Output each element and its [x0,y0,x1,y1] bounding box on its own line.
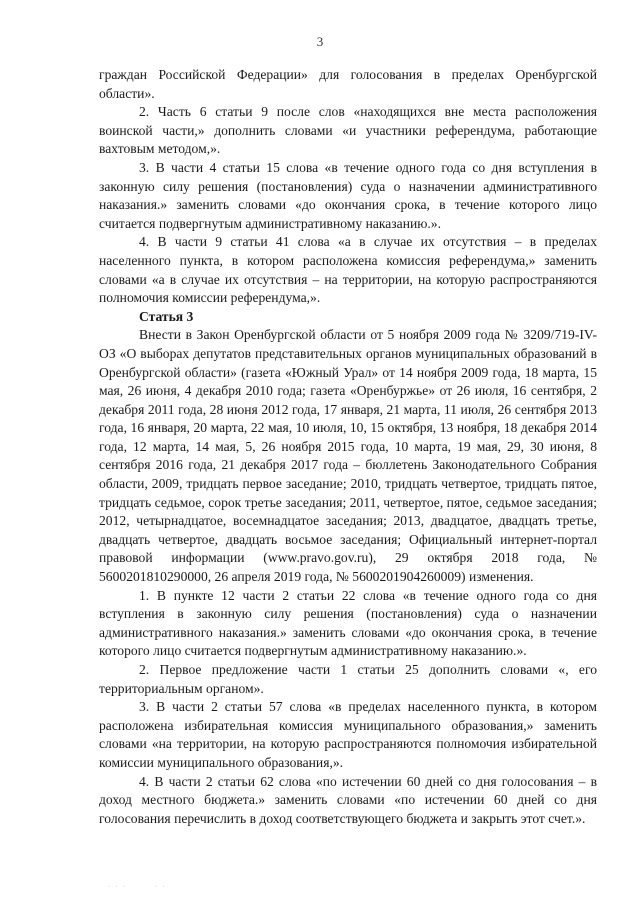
amendments-continued [99,66,597,308]
scan-artifact: · · · · · [108,884,167,890]
paragraph: 2. Первое предложение части 1 статьи 25 дополнить словами «, его территориальным органом». [99,662,597,696]
paragraph: 3. В части 4 статьи 15 слова «в течение одного года со дня вступления в законную силу решения (постановления) суда о назначении административного наказания.» заменить словами «до окончания срока, в течение которого лицо считается подвергнутым административному наказанию.». [99,159,597,231]
paragraph: 4. В части 9 статьи 41 слова «а в случае их отсутствия – в пределах населенного пункта, в котором расположена комиссия референдума,» заменить словами «а в случае их отсутствия – на территории, на которую распространяются полномочия комиссии референдума,». [99,234,597,306]
article-heading: Статья 3 [139,308,194,324]
article-3-body [99,326,597,828]
paragraph: граждан Российской Федерации» для голосования в пределах Оренбургской области». [99,67,597,101]
page-number: 3 [316,34,324,49]
paragraph: 4. В части 2 статьи 62 слова «по истечении 60 дней со дня голосования – в доход местного бюджета.» заменить словами «по истечении 60 дней со дня голосования перечислить в доход соответствующего бюджета и закрыть этот счет.». [99,773,597,826]
paragraph: 1. В пункте 12 части 2 статьи 22 слова «в течение одного года со дня вступления в законную силу решения (постановления) суда о назначении административного наказания.» заменить словами «до окончания срока, в течение которого лицо считается подвергнутым административному наказанию.». [99,587,597,659]
paragraph: 2. Часть 6 статьи 9 после слов «находящихся вне места расположения воинской части,» дополнить словами «и участники референдума, работающие вахтовым методом,». [99,104,597,157]
document-body [99,66,597,828]
paragraph: Внести в Закон Оренбургской области от 5 ноября 2009 года № 3209/719-IV-ОЗ «О выборах депутатов представительных органов муниципальных образований в Оренбургской области» (газета «Южный Урал» от 14 ноября 2009 года, 18 марта, 15 мая, 26 июня, 4 декабря 2010 года; газета «Оренбуржье» от 26 июля, 16 сентября, 2 декабря 2011 года, 28 июня 2012 года, 17 января, 21 марта, 11 июля, 26 сентября 2013 года, 16 января, 20 марта, 22 мая, 10 июля, 10, 15 октября, 13 ноября, 18 декабря 2014 года, 12 марта, 14 мая, 5, 26 ноября 2015 года, 10 марта, 19 мая, 29, 30 июня, 8 сентября 2016 года, 21 декабря 2017 года – бюллетень Законодательного Собрания области, 2009, тридцать первое заседание; 2010, тридцать четвертое, тридцать пятое, тридцать седьмое, сорок третье заседания; 2011, четвертое, пятое, седьмое заседания; 2012, четырнадцатое, восемнадцатое заседания; 2013, двадцатое, двадцать третье, двадцать четвертое, двадцать восьмое заседания; Официальный интернет-портал правовой информации (www.pravo.gov.ru), 29 октября 2018 года, № 5600201810290000, 26 апреля 2019 года, № 5600201904260009) изменения. [99,327,597,585]
paragraph: 3. В части 2 статьи 57 слова «в пределах населенного пункта, в котором расположена избирательная комиссия муниципального образования,» заменить словами «на территории, на которую распространяются полномочия избирательной комиссии муниципального образования,». [99,699,597,770]
